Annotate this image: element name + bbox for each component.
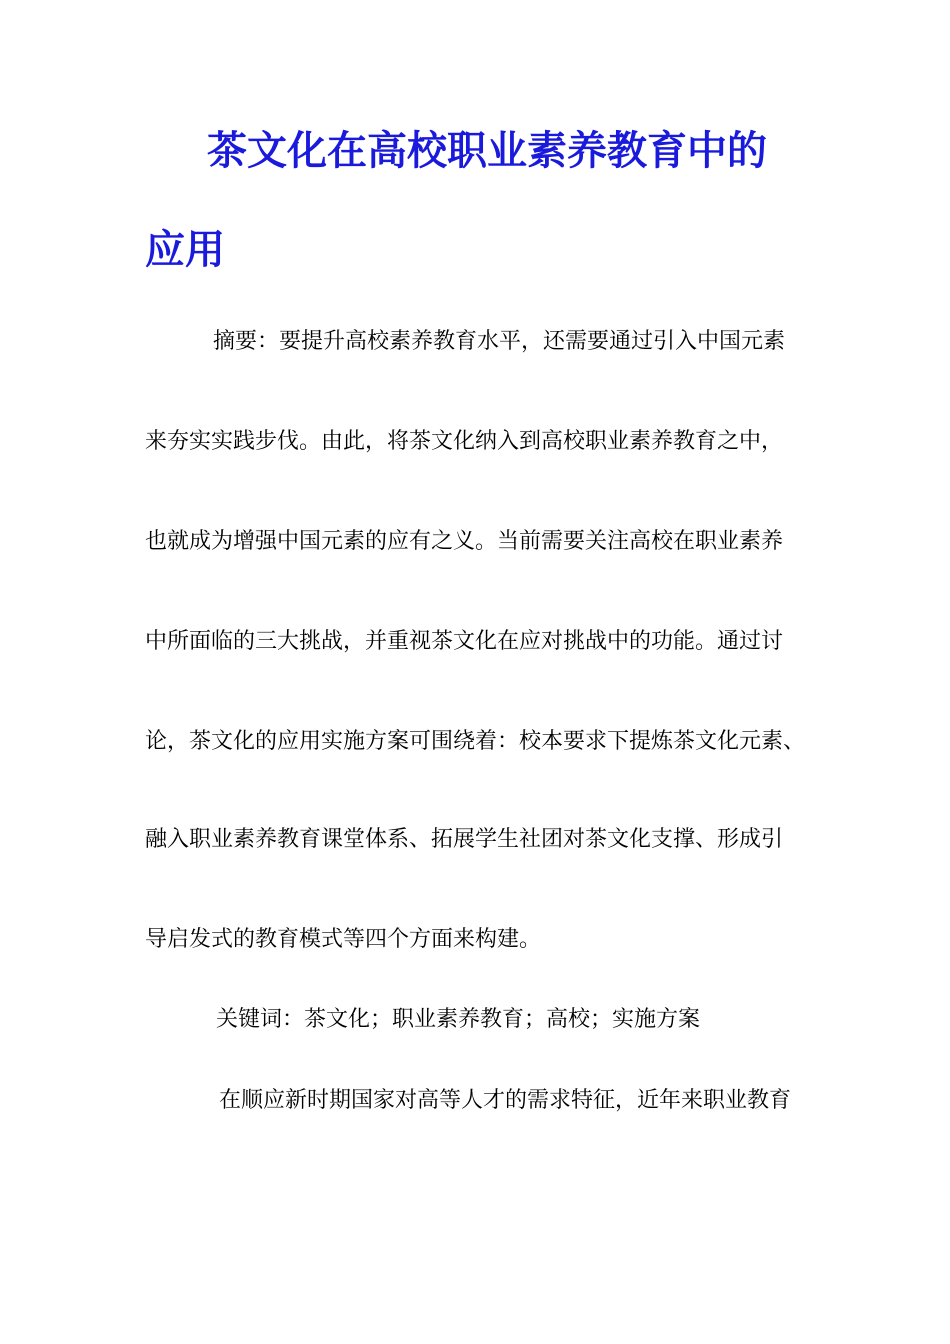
abstract-line-1: 摘要：要提升高校素养教育水平，还需要通过引入中国元素 xyxy=(213,329,786,354)
abstract-line-5: 论，茶文化的应用实施方案可围绕着：校本要求下提炼茶文化元素、 xyxy=(145,729,806,754)
body-paragraph-line-1: 在顺应新时期国家对高等人才的需求特征，近年来职业教育 xyxy=(219,1088,792,1113)
abstract-line-3: 也就成为增强中国元素的应有之义。当前需要关注高校在职业素养 xyxy=(145,529,784,554)
abstract-line-7: 导启发式的教育模式等四个方面来构建。 xyxy=(145,927,542,952)
abstract-line-2: 来夯实实践步伐。由此，将茶文化纳入到高校职业素养教育之中， xyxy=(145,429,784,454)
keywords-line: 关键词：茶文化；职业素养教育；高校；实施方案 xyxy=(216,1007,701,1032)
abstract-line-6: 融入职业素养教育课堂体系、拓展学生社团对茶文化支撑、形成引 xyxy=(145,827,784,852)
document-title-line-1: 茶文化在高校职业素养教育中的 xyxy=(207,128,767,174)
abstract-line-4: 中所面临的三大挑战，并重视茶文化在应对挑战中的功能。通过讨 xyxy=(145,629,784,654)
document-title-line-2: 应用 xyxy=(145,227,225,273)
